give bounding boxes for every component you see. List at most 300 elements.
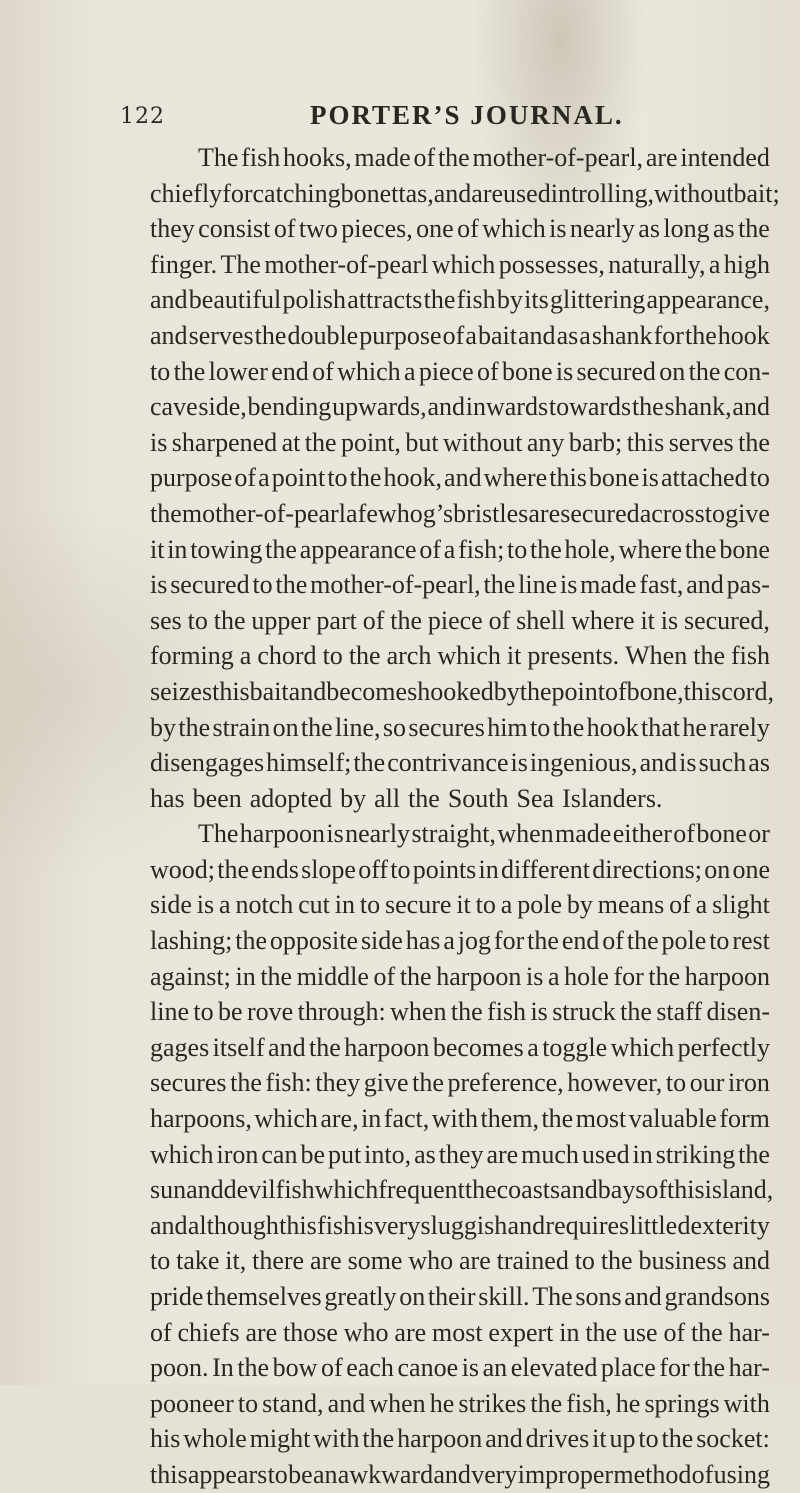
word: of [673, 819, 695, 849]
word: expert [488, 1317, 554, 1347]
word: this [626, 427, 665, 457]
word: fish [241, 143, 281, 172]
word: itself [212, 1032, 265, 1062]
word: grandsons [664, 1282, 770, 1311]
word: they [438, 1139, 484, 1169]
page-header [120, 100, 780, 140]
word: bristles [453, 498, 529, 528]
word: possesses, [498, 249, 605, 279]
word: the [235, 926, 268, 956]
word: for [613, 961, 644, 991]
word: to [638, 1424, 659, 1454]
word: of [321, 1353, 343, 1383]
word: polish [282, 285, 347, 315]
word: the [626, 926, 659, 956]
word: this [683, 676, 722, 706]
word: bays [597, 1175, 646, 1205]
word: which [431, 249, 496, 279]
word: attracts [347, 285, 423, 315]
word: part [316, 605, 357, 635]
word: skill. [478, 1282, 530, 1311]
word: are [645, 143, 678, 172]
text-line [150, 781, 770, 817]
word: bait [477, 320, 517, 350]
word: the [237, 1353, 270, 1383]
word: on [272, 712, 299, 742]
word: the [309, 1032, 341, 1062]
page-number: 122 [120, 104, 165, 129]
text-line [150, 425, 770, 461]
word: is [150, 570, 168, 600]
word: this [279, 1210, 317, 1240]
word: which [337, 356, 401, 386]
word: the [684, 534, 717, 564]
word: of [457, 214, 479, 244]
text-line [150, 674, 774, 710]
word: a [547, 961, 560, 991]
word: Sea [516, 783, 555, 813]
word: and [186, 1175, 224, 1205]
word: to [252, 570, 273, 600]
word: the [530, 1388, 563, 1418]
text-line [150, 923, 770, 959]
word: secured, [683, 605, 770, 635]
word: form [719, 1104, 770, 1134]
word: using [713, 1459, 770, 1489]
word: off [358, 854, 389, 884]
word: made [555, 819, 612, 849]
text-line [150, 1137, 770, 1173]
word: rest [732, 926, 770, 956]
word: in [478, 854, 499, 884]
word: secured [576, 356, 656, 386]
word: which [254, 1104, 318, 1134]
word: of [476, 356, 499, 386]
word: the [738, 1139, 770, 1169]
word: the [541, 1104, 574, 1134]
word: across [639, 498, 705, 528]
word: this [150, 1459, 188, 1489]
word: them, [480, 1104, 539, 1134]
word: serves [188, 320, 254, 350]
word: fish [456, 285, 496, 315]
word: pride [150, 1282, 204, 1311]
word: shank, [664, 392, 732, 422]
word: those [283, 1317, 338, 1347]
word: mother-of-pearl, [472, 143, 644, 172]
word: forming [150, 641, 234, 671]
word: it, [225, 1246, 247, 1276]
word: however, [567, 1068, 663, 1098]
word: contrivance [387, 748, 509, 778]
word: bending [247, 392, 332, 422]
word: double [287, 320, 359, 350]
word: are [309, 1246, 342, 1276]
word: bait; [733, 178, 780, 208]
word: hooks, [282, 143, 352, 172]
text-line [150, 852, 770, 888]
word: line [150, 997, 189, 1027]
word: shank [591, 320, 653, 350]
word: side [150, 890, 192, 920]
word: and [624, 1282, 662, 1311]
word: requires [545, 1210, 630, 1240]
word: and [433, 178, 472, 208]
word: secures [150, 1068, 227, 1098]
running-head: PORTER’S JOURNAL. [310, 100, 624, 130]
word: whole [183, 1424, 247, 1454]
word: the [348, 641, 381, 671]
word: Islanders. [562, 783, 663, 813]
word: of [663, 1317, 686, 1347]
word: some [347, 1246, 403, 1276]
word: When [625, 641, 688, 671]
word: to [359, 890, 381, 920]
word: mother-of-pearl [181, 498, 346, 528]
word: the [527, 926, 559, 956]
word: by [493, 676, 520, 706]
word: end [271, 356, 309, 386]
word: which [482, 214, 546, 244]
word: the [450, 997, 483, 1027]
word: arch [386, 641, 432, 671]
word: point [271, 463, 326, 493]
word: is [530, 997, 548, 1027]
word: is [549, 214, 567, 244]
word: are [486, 1139, 519, 1169]
word: is [356, 1210, 374, 1240]
text-line [150, 211, 770, 247]
word: beautiful [188, 285, 282, 315]
text-line [150, 1386, 770, 1422]
text-line [150, 710, 770, 746]
text-line [150, 1421, 770, 1457]
word: the [585, 1317, 618, 1347]
word: where [483, 463, 548, 493]
word: the [150, 498, 182, 528]
word: the [353, 748, 386, 778]
word: by [496, 285, 523, 315]
word: and [150, 1210, 188, 1240]
word: disen- [706, 997, 770, 1027]
word: the [738, 427, 770, 457]
word: attached [660, 463, 748, 493]
word: use [622, 1317, 658, 1347]
word: notch [235, 890, 294, 920]
word: the [260, 961, 293, 991]
word: the [362, 1424, 395, 1454]
word: he [615, 1388, 641, 1418]
word: the [693, 641, 725, 671]
word: harpoon [344, 1032, 430, 1062]
word: a [219, 890, 231, 920]
word: they [315, 1068, 361, 1098]
word: harpoon [239, 819, 325, 849]
word: in [559, 1317, 580, 1347]
word: of [604, 676, 627, 706]
word: secures [408, 712, 485, 742]
word: to [507, 534, 528, 564]
word: the [530, 534, 562, 564]
word: purpose [150, 463, 233, 493]
word: any [526, 427, 565, 457]
word: in [167, 534, 188, 564]
word: and [517, 320, 556, 350]
word: The [532, 1282, 573, 1311]
word: pooneer [150, 1388, 234, 1418]
word: secured [560, 498, 640, 528]
word: ingenious, [529, 748, 638, 778]
word: point [551, 676, 605, 706]
word: rove [247, 997, 294, 1027]
word: is [679, 748, 697, 778]
word: wood; [150, 854, 215, 884]
word: of [373, 961, 396, 991]
word: is [660, 605, 679, 635]
word: the [693, 1353, 726, 1383]
text-line [150, 1101, 770, 1137]
word: or [748, 819, 770, 849]
word: catching [252, 178, 341, 208]
word: nearly [569, 214, 635, 244]
word: to [665, 1068, 687, 1098]
word: elevated [510, 1353, 598, 1383]
word: are, [320, 1104, 359, 1134]
word: give [725, 498, 770, 528]
word: for [653, 320, 684, 350]
word: a [500, 890, 513, 920]
word: to [475, 890, 496, 920]
text-line [150, 959, 770, 995]
word: middle [296, 961, 369, 991]
word: are [245, 1317, 278, 1347]
word: improper [517, 1459, 614, 1489]
word: take [176, 1246, 220, 1276]
word: means [597, 890, 665, 920]
word: and [485, 1424, 523, 1454]
word: of [312, 356, 334, 386]
word: har- [728, 1317, 770, 1347]
word: and [327, 1388, 366, 1418]
word: of [419, 534, 442, 564]
word: slope [301, 854, 356, 884]
word: place [600, 1353, 656, 1383]
word: most [432, 1317, 483, 1347]
word: be [218, 997, 243, 1027]
word: the [399, 961, 432, 991]
word: becomes [432, 1032, 524, 1062]
word: by [566, 890, 593, 920]
word: as [748, 748, 770, 778]
word: a [708, 249, 721, 279]
word: harpoon [684, 961, 770, 991]
word: up [609, 1424, 636, 1454]
word: the [213, 605, 246, 635]
word: chiefs [177, 1317, 240, 1347]
word: fish, [566, 1388, 612, 1418]
word: by [340, 783, 367, 813]
word: pole [661, 926, 707, 956]
word: a [346, 498, 358, 528]
word: the [217, 854, 249, 884]
word: the [300, 712, 333, 742]
word: method [613, 1459, 692, 1489]
word: the [464, 1175, 497, 1205]
word: so [382, 712, 406, 742]
text-line [150, 1350, 770, 1386]
word: point, [340, 427, 401, 457]
word: as [414, 1139, 436, 1169]
word: appearance [299, 534, 417, 564]
word: seizes [150, 676, 213, 706]
word: mother-of-pearl, [310, 570, 481, 600]
word: in [361, 1104, 382, 1134]
word: side [360, 926, 403, 956]
word: appears [187, 1459, 268, 1489]
text-line [150, 176, 780, 212]
word: sons [575, 1282, 622, 1311]
word: hog’s [396, 498, 454, 528]
word: and [686, 570, 724, 600]
text-line [150, 1030, 770, 1066]
word: is [555, 356, 574, 386]
word: the [690, 1317, 723, 1347]
word: the [600, 1246, 633, 1276]
word: very [374, 1210, 421, 1240]
text-line [150, 1065, 770, 1101]
word: a [443, 926, 455, 956]
text-line [150, 1457, 770, 1493]
word: frequent [378, 1175, 465, 1205]
word: rarely [709, 712, 770, 742]
word: might [249, 1424, 311, 1454]
word: a [527, 1032, 539, 1062]
word: toggle [542, 1032, 608, 1062]
word: trolling, [570, 178, 655, 208]
text-line [150, 994, 770, 1030]
word: used [503, 178, 551, 208]
word: used [581, 1139, 630, 1169]
word: towards [548, 392, 632, 422]
text-line [150, 1172, 774, 1208]
word: lashing; [150, 926, 233, 956]
word: in [632, 1139, 653, 1169]
text-line [150, 1243, 770, 1279]
word: is [326, 819, 344, 849]
word: on [704, 854, 731, 884]
word: our [689, 1068, 725, 1098]
text-line [150, 282, 770, 318]
word: all [374, 783, 401, 813]
word: bone [501, 356, 553, 386]
word: for [222, 178, 253, 208]
word: be [288, 1459, 313, 1489]
word: different [500, 854, 591, 884]
word: fish [487, 997, 527, 1027]
word: the [408, 783, 440, 813]
word: which [610, 1032, 675, 1062]
word: The [198, 143, 239, 172]
word: this [549, 463, 587, 493]
word: the [519, 676, 552, 706]
word: and [639, 748, 678, 778]
word: the [349, 463, 382, 493]
word: with [431, 1104, 478, 1134]
word: socket: [696, 1424, 770, 1454]
text-line [150, 247, 770, 283]
word: mother-of-pearl [264, 249, 429, 279]
word: who [343, 1317, 389, 1347]
word: a [403, 356, 416, 386]
word: this [212, 676, 250, 706]
text-line [150, 496, 770, 532]
word: points [412, 854, 477, 884]
word: ses [150, 605, 182, 635]
word: hooked [417, 676, 494, 706]
word: and [732, 392, 770, 422]
word: an [312, 1459, 338, 1489]
word: side, [198, 392, 247, 422]
word: two [298, 214, 338, 244]
word: which [437, 641, 501, 671]
word: bow [272, 1353, 318, 1383]
word: are [528, 498, 561, 528]
word: be [300, 1139, 325, 1169]
word: harpoons, [150, 1104, 252, 1134]
word: is [196, 890, 215, 920]
word: high [723, 249, 770, 279]
word: purpose [359, 320, 442, 350]
word: the [552, 712, 585, 742]
word: the [412, 1068, 444, 1098]
word: upper [251, 605, 311, 635]
text-line [150, 389, 770, 425]
word: and [150, 320, 188, 350]
text-line [150, 887, 770, 923]
word: either [612, 819, 672, 849]
word: put [327, 1139, 362, 1169]
word: long [663, 214, 710, 244]
text-line [150, 1279, 770, 1315]
word: and [444, 463, 482, 493]
word: to [267, 1459, 288, 1489]
word: opposite [269, 926, 359, 956]
word: he [429, 1388, 455, 1418]
word: give [363, 1068, 409, 1098]
word: hole [564, 961, 609, 991]
word: fish; [458, 534, 505, 564]
word: where [618, 534, 683, 564]
word: bait [249, 676, 289, 706]
word: end [561, 926, 600, 956]
word: fast, [639, 570, 684, 600]
word: pas- [726, 570, 770, 600]
word: when [369, 1388, 426, 1418]
word: to [187, 605, 208, 635]
word: iron [216, 1139, 259, 1169]
word: been [192, 783, 242, 813]
word: becomes [326, 676, 418, 706]
word: bonettas, [340, 178, 434, 208]
word: this [667, 1175, 705, 1205]
word: bone, [626, 676, 684, 706]
word: trained [496, 1246, 569, 1276]
text-line [150, 567, 770, 603]
word: to [322, 641, 343, 671]
word: line, [335, 712, 381, 742]
word: the [631, 392, 664, 422]
word: one [416, 214, 454, 244]
